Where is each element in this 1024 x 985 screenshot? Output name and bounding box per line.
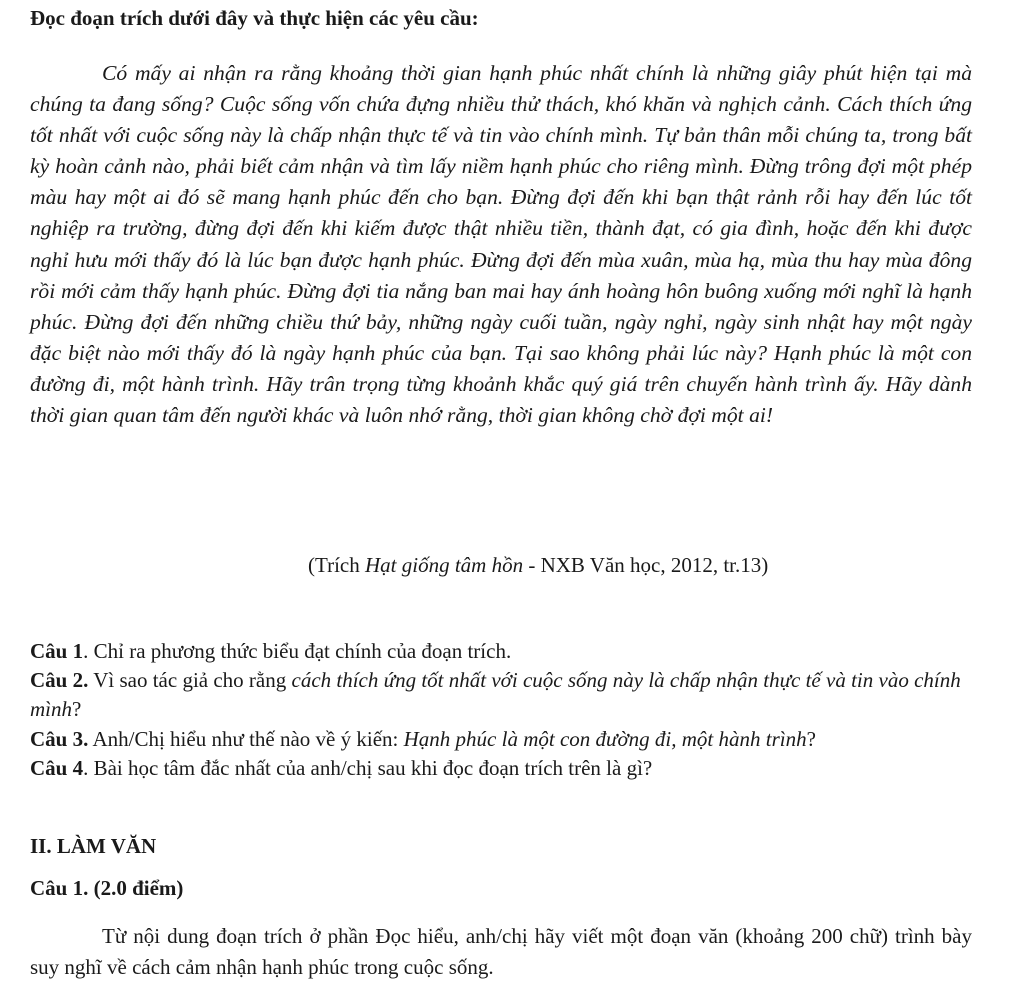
question-1 [30, 637, 972, 666]
reading-passage: Có mấy ai nhận ra rằng khoảng thời gian hạnh phúc nhất chính là những giây phút hiện tại mà chúng ta đang sống? Cuộc sống vốn chứa đựng nhiều thử thách, khó khăn và nghịch cảnh. Cách thích ứng tốt nhất với cuộc sống này là chấp nhận thực tế và tin vào chính mình. Tự bản thân mỗi chúng ta, trong bất kỳ hoàn cảnh nào, phải biết cảm nhận và tìm lấy niềm hạnh phúc cho riêng mình. Đừng trông đợi một phép màu hay một ai đó sẽ mang hạnh phúc đến cho bạn. Đừng đợi đến khi bạn thật rảnh rỗi hay đến lúc tốt nghiệp ra trường, đừng đợi đến khi kiếm được thật nhiều tiền, thành đạt, có gia đình, hoặc đến khi được nghỉ hưu mới thấy đó là lúc bạn được hạnh phúc. Đừng đợi đến mùa xuân, mùa hạ, mùa thu hay mùa đông rồi mới cảm thấy hạnh phúc. Đừng đợi tia nắng ban mai hay ánh hoàng hôn buông xuống mới nghĩ là hạnh phúc. Đừng đợi đến những chiều thứ bảy, những ngày cuối tuần, ngày nghỉ, ngày sinh nhật hay một ngày đặc biệt nào mới thấy đó là ngày hạnh phúc của bạn. Tại sao không phải lúc này? Hạnh phúc là một con đường đi, một hành trình. Hãy trân trọng từng khoảnh khắc quý giá trên chuyến hành trình ấy. Hãy dành thời gian quan tâm đến người khác và luôn nhớ rằng, thời gian không chờ đợi một ai! [30, 61, 972, 428]
question-4-separator: . [83, 755, 94, 780]
citation-suffix: - NXB Văn học, 2012, tr.13) [523, 553, 769, 577]
question-3-quote: Hạnh phúc là một con đường đi, một hành trình [403, 726, 807, 751]
question-2-label: Câu 2. [30, 668, 89, 693]
reading-questions [30, 637, 972, 783]
question-3-text: Anh/Chị hiểu như thế nào về ý kiến: [92, 726, 404, 751]
question-2 [30, 666, 972, 724]
question-2-end: ? [72, 697, 82, 722]
question-1-separator: . [83, 639, 94, 663]
writing-question-label: Câu 1. (2.0 điểm) [30, 876, 184, 900]
question-4-text: Bài học tâm đắc nhất của anh/chị sau khi đọc đoạn trích trên là gì? [93, 755, 653, 780]
question-1-label: Câu 1 [30, 639, 84, 663]
writing-question-text: Từ nội dung đoạn trích ở phần Đọc hiểu, anh/chị hãy viết một đoạn văn (khoảng 200 chữ) trình bày suy nghĩ về cách cảm nhận hạnh phúc trong cuộc sống. [30, 924, 972, 979]
citation-book-title: Hạt giống tâm hồn [364, 553, 524, 577]
question-1-text: Chỉ ra phương thức biểu đạt chính của đoạn trích. [93, 639, 512, 663]
question-2-text: Vì sao tác giả cho rằng [93, 668, 292, 693]
question-2-quote: cách thích ứng tốt nhất với cuộc sống này là chấp nhận thực tế và tin vào chính mình [30, 668, 961, 722]
reading-instruction-heading: Đọc đoạn trích dưới đây và thực hiện các yêu cầu: [30, 6, 479, 30]
question-4-label: Câu 4 [30, 755, 84, 780]
section-title-writing: II. LÀM VĂN [30, 834, 157, 858]
question-4 [30, 754, 972, 783]
citation-prefix: (Trích [308, 553, 365, 577]
source-citation [308, 553, 768, 578]
question-3-end: ? [806, 726, 816, 751]
question-3 [30, 725, 972, 754]
question-3-label: Câu 3. [30, 726, 89, 751]
